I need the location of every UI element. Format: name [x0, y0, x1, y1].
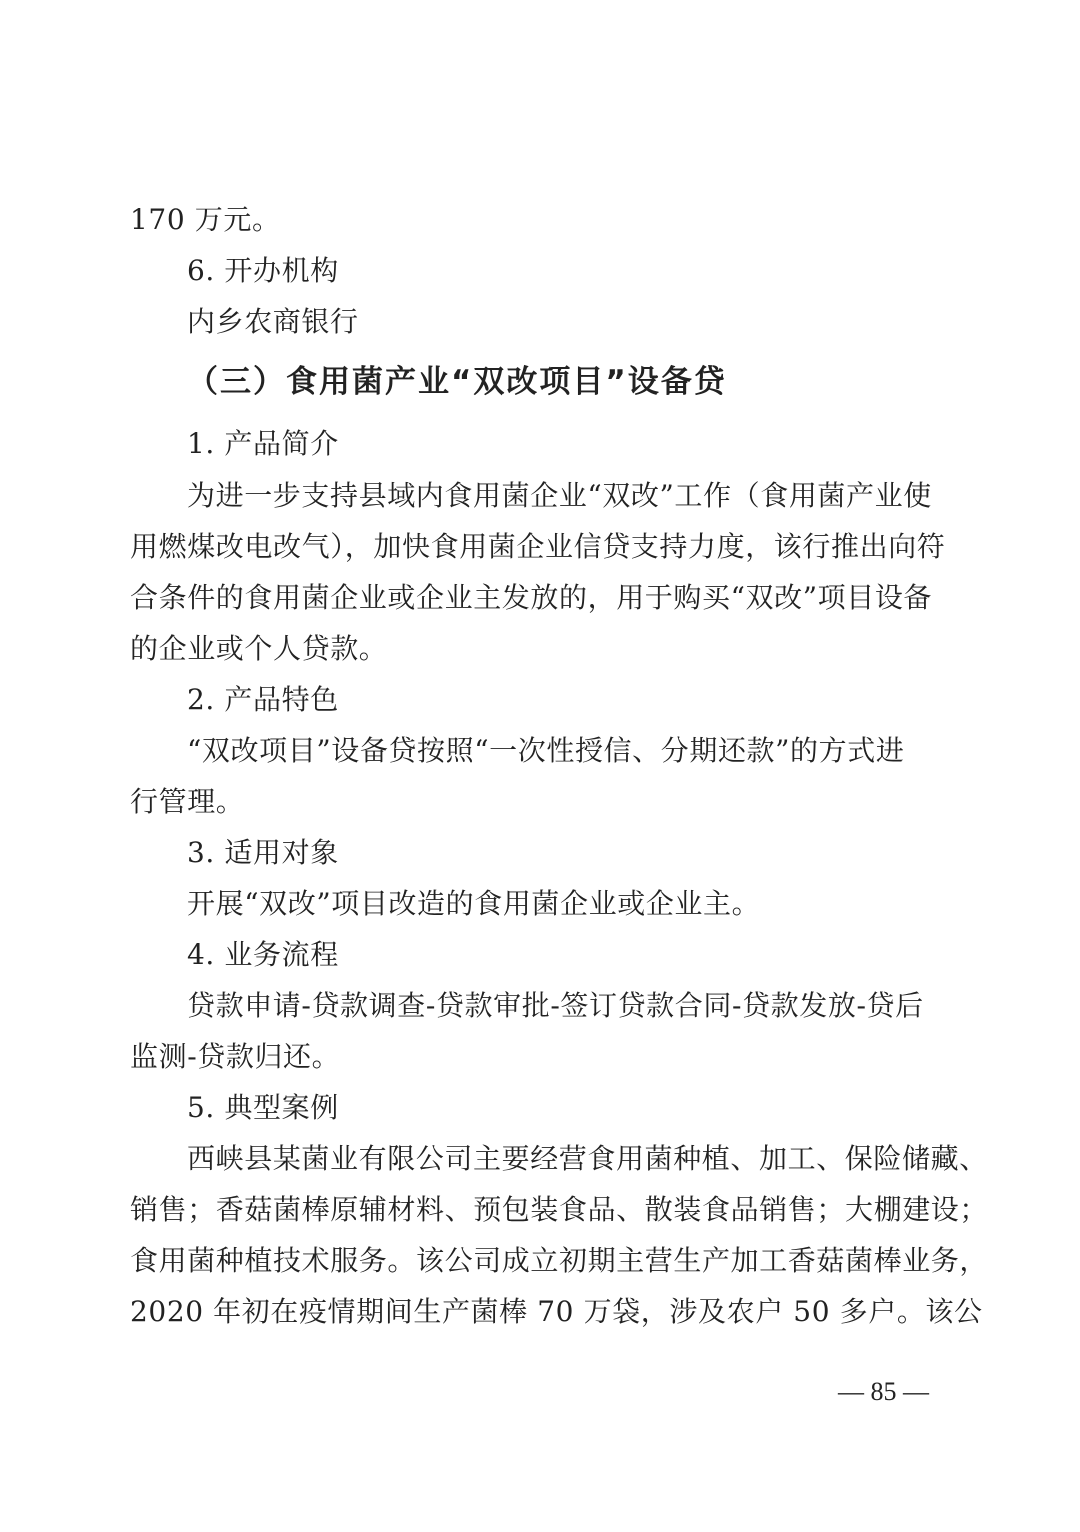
- paragraph-line: 监测-贷款归还。: [130, 1040, 341, 1073]
- paragraph-line: 为进一步支持县域内食用菌企业“双改”工作（食用菌产业使: [187, 479, 932, 512]
- paragraph-line: 用燃煤改电改气），加快食用菌企业信贷支持力度，该行推出向符: [130, 530, 946, 563]
- subheading: 4. 业务流程: [187, 938, 339, 971]
- paragraph-line: 行管理。: [130, 785, 245, 818]
- text-line: 6. 开办机构: [187, 254, 339, 287]
- text-line: 内乡农商银行: [187, 305, 359, 338]
- paragraph-line: 开展“双改”项目改造的食用菌企业或企业主。: [187, 887, 761, 920]
- subheading: 2. 产品特色: [187, 683, 339, 716]
- paragraph-line: 销售；香菇菌棒原辅材料、预包装食品、散装食品销售；大棚建设；: [130, 1193, 989, 1226]
- text-line: 170 万元。: [130, 203, 281, 236]
- paragraph-line: 食用菌种植技术服务。该公司成立初期主营生产加工香菇菌棒业务，: [130, 1244, 989, 1277]
- paragraph-line: 的企业或个人贷款。: [130, 632, 388, 665]
- paragraph-line: 2020 年初在疫情期间生产菌棒 70 万袋，涉及农户 50 多户。该公: [130, 1295, 983, 1328]
- paragraph-line: 合条件的食用菌企业或企业主发放的，用于购买“双改”项目设备: [130, 581, 933, 614]
- page-number: — 85 —: [838, 1377, 929, 1406]
- subheading: 3. 适用对象: [187, 836, 339, 869]
- subheading: 5. 典型案例: [187, 1091, 339, 1124]
- section-heading: （三）食用菌产业“双改项目”设备贷: [187, 364, 727, 400]
- subheading: 1. 产品简介: [187, 427, 339, 460]
- paragraph-line: “双改项目”设备贷按照“一次性授信、分期还款”的方式进: [187, 734, 905, 767]
- paragraph-line: 西峡县某菌业有限公司主要经营食用菌种植、加工、保险储藏、: [187, 1142, 988, 1175]
- paragraph-line: 贷款申请-贷款调查-贷款审批-签订贷款合同-贷款发放-贷后: [187, 989, 924, 1022]
